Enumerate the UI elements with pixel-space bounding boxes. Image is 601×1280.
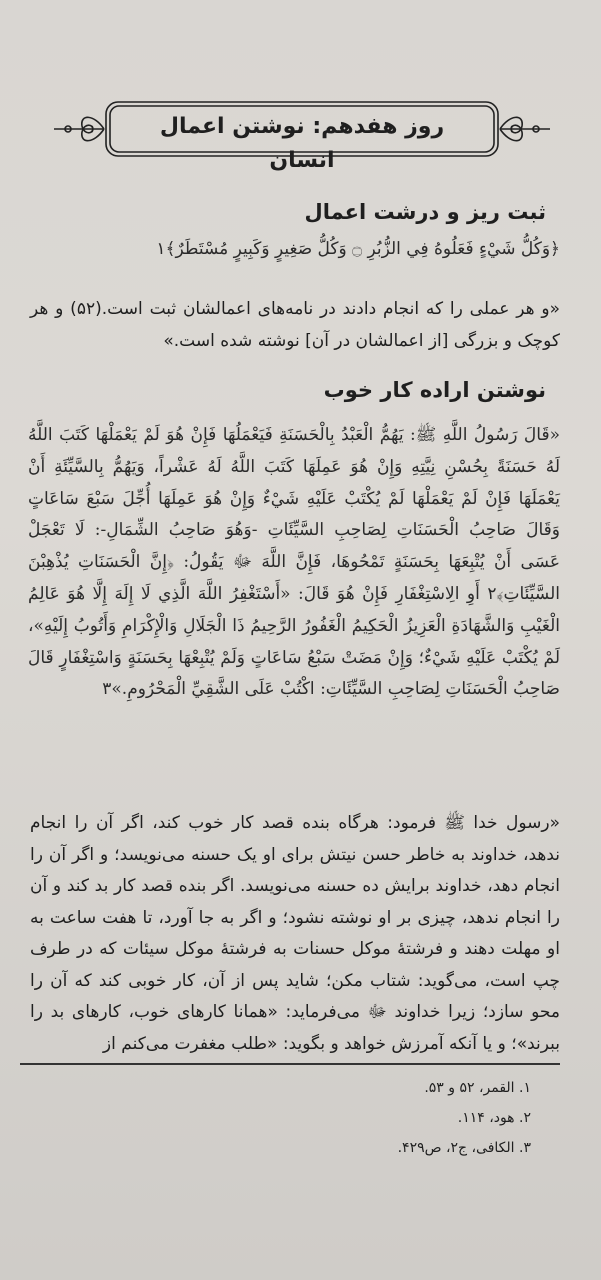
chapter-title: روز هفدهم: نوشتن اعمال انسان [159, 114, 445, 173]
footnote-divider [20, 1063, 560, 1065]
footnote: ۳. الکافی، ج۲، ص۴۲۹. [397, 1140, 531, 1156]
bleed-through-text [230, 64, 570, 76]
chapter-header [46, 96, 558, 173]
hadith-text: «قَالَ رَسُولُ اللَّهِ ﷺ: يَهُمُّ الْعَبْدُ بِالْحَسَنَةِ فَيَعْمَلُهَا فَإِنْ هُوَ لَمْ يَعْمَلْهَا كَتَبَ اللَّهُ لَهُ حَسَنَةً بِحُسْنِ نِيَّتِهِ وَإِنْ هُوَ عَمِلَهَا كَتَبَ اللَّهُ لَهُ عَشْراً، وَيَهُمُّ بِالسَّيِّئَةِ أَنْ يَعْمَلَهَا فَإِنْ لَمْ يَعْمَلْهَا لَمْ يُكْتَبْ عَلَيْهِ شَيْءٌ وَإِنْ هُوَ عَمِلَهَا أُجِّلَ سَبْعَ سَاعَاتٍ وَقَالَ صَاحِبُ الْحَسَنَاتِ لِصَاحِبِ السَّيِّئَاتِ -وَهُوَ صَاحِبُ الشِّمَالِ-: لَا تَعْجَلْ عَسَى أَنْ يُتْبِعَهَا بِحَسَنَةٍ تَمْحُوهَا، فَإِنَّ اللَّهَ ﷻ يَقُولُ: ﴿إِنَّ الْحَسَنَاتِ يُذْهِبْنَ السَّيِّئَاتِ﴾٢ أَوِ الِاسْتِغْفَارِ فَإِنْ هُوَ قَالَ: «أَسْتَغْفِرُ اللَّهَ الَّذِي لَا إِلَهَ إِلَّا هُوَ عَالِمُ الْغَيْبِ وَالشَّهَادَةِ الْعَزِيزُ الْحَكِيمُ الْغَفُورُ الرَّحِيمُ ذَا الْجَلَالِ وَالْإِكْرَامِ وَأَتُوبُ إِلَيْهِ»، لَمْ يُكْتَبْ عَلَيْهِ شَيْءٌ؛ وَإِنْ مَضَتْ سَبْعُ سَاعَاتٍ وَلَمْ يُتْبِعْهَا بِحَسَنَةٍ وَاسْتِغْفَارٍ قَالَ صَاحِبُ الْحَسَنَاتِ لِصَاحِبِ السَّيِّئَاتِ: اكْتُبْ عَلَى الشَّقِيِّ الْمَحْرُومِ.»٣ [28, 425, 560, 700]
footnote: ۱. القمر، ۵۲ و ۵۳. [424, 1080, 531, 1096]
footnote: ۲. هود، ۱۱۴. [457, 1110, 531, 1126]
verse-translation: «و هر عملی را که انجام دادند در نامه‌های اعمالشان ثبت است.(۵۲) و هر کوچک و بزرگی [از اعمالشان در آن] نوشته شده است.» [30, 299, 560, 351]
section-heading: ثبت ریز و درشت اعمال [304, 200, 546, 224]
section-heading: نوشتن اراده کار خوب [323, 378, 546, 402]
hadith-translation: «رسول خدا ﷺ فرمود: هرگاه بنده قصد کار خوب کند، اگر آن را انجام ندهد، خداوند به خاطر حسن نیتش برای او یک حسنه می‌نویسد؛ و اگر آن را انجام دهد، خداوند برایش ده حسنه می‌نویسد. اگر بنده قصد کار بد کند و آن را انجام ندهد، چیزی بر او نوشته نشود؛ و اگر به جا آورد، تا هفت ساعت به او مهلت دهند و فرشتهٔ موکل حسنات به فرشتهٔ موکل سیئات که در طرف چپ است، می‌گوید: شتاب مکن؛ شاید پس از آن، کار خوبی کند که آن را محو سازد؛ زیرا خداوند ﷻ می‌فرماید: «همانا کارهای خوب، کارهای بد را ببرند»؛ و یا آنکه آمرزش خواهد و بگوید: «طلب مغفرت می‌کنم از [30, 813, 560, 1054]
quran-verse: ﴿وَكُلُّ شَيْءٍ فَعَلُوهُ فِي الزُّبُرِ ۝ وَكُلُّ صَغِيرٍ وَكَبِيرٍ مُسْتَطَرٌ﴾١ [156, 239, 560, 259]
